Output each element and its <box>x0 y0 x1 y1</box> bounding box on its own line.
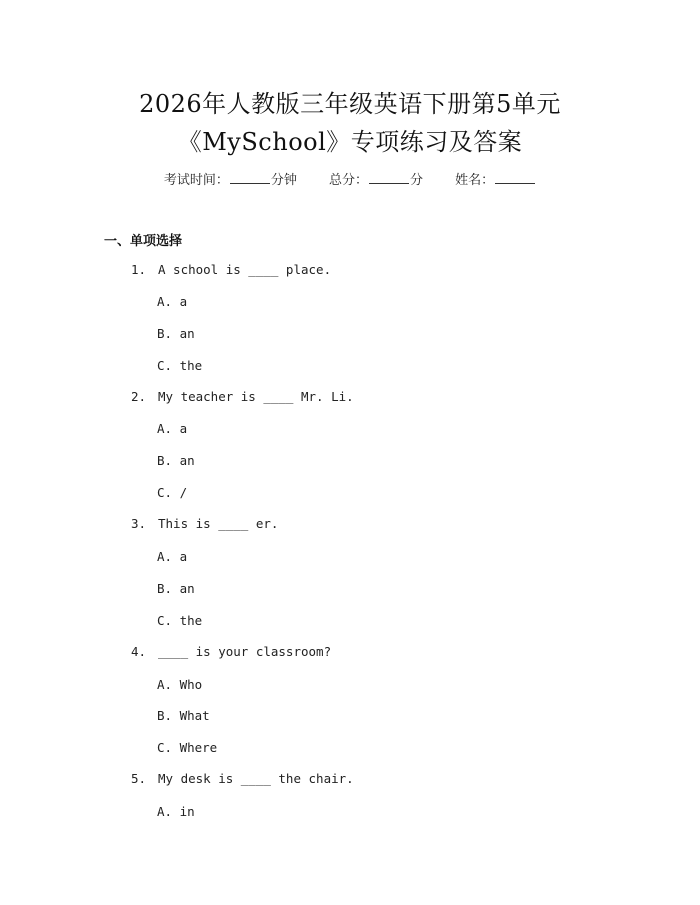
question-5 <box>131 771 354 786</box>
question-1 <box>131 262 331 277</box>
question-number: 1. <box>131 262 147 277</box>
question-4 <box>131 644 331 659</box>
exam-time-unit: 分钟 <box>270 173 297 188</box>
question-text: ____ is your classroom? <box>158 644 332 659</box>
question-5-option-a: A. in <box>157 804 195 819</box>
question-2 <box>131 389 354 404</box>
exam-time-field <box>164 169 297 188</box>
question-number: 5. <box>131 771 147 786</box>
question-text: This is ____ er. <box>158 516 279 531</box>
question-4-option-c: C. Where <box>157 740 218 755</box>
exam-time-label: 考试时间： <box>163 173 229 188</box>
document-title-line-2: 《MySchool》专项练习及答案 <box>177 128 523 156</box>
question-number: 4. <box>131 644 147 659</box>
question-text: My desk is ____ the chair. <box>158 771 354 786</box>
student-name-label: 姓名： <box>455 173 495 188</box>
total-score-unit: 分 <box>410 173 424 188</box>
question-2-option-c: C. / <box>157 485 188 500</box>
question-2-option-b: B. an <box>157 453 195 468</box>
question-1-option-a: A. a <box>157 294 188 309</box>
exam-info-row <box>0 169 700 188</box>
question-3-option-b: B. an <box>157 581 195 596</box>
question-3-option-a: A. a <box>157 549 188 564</box>
exam-time-blank <box>230 171 270 184</box>
student-name-blank <box>495 171 535 184</box>
total-score-label: 总分： <box>328 173 368 188</box>
question-3 <box>131 516 278 531</box>
question-number: 3. <box>131 516 147 531</box>
question-number: 2. <box>131 389 147 404</box>
section-heading: 一、单项选择 <box>104 234 183 249</box>
question-text: A school is ____ place. <box>158 262 332 277</box>
total-score-field <box>329 169 423 188</box>
question-2-option-a: A. a <box>157 421 188 436</box>
question-text: My teacher is ____ Mr. Li. <box>158 389 354 404</box>
question-4-option-a: A. Who <box>157 677 203 692</box>
student-name-field <box>455 169 536 188</box>
question-4-option-b: B. What <box>157 708 210 723</box>
question-1-option-c: C. the <box>157 358 203 373</box>
question-3-option-c: C. the <box>157 613 203 628</box>
document-title-line-1: 2026年人教版三年级英语下册第5单元 <box>139 90 561 118</box>
total-score-blank <box>369 171 409 184</box>
question-1-option-b: B. an <box>157 326 195 341</box>
